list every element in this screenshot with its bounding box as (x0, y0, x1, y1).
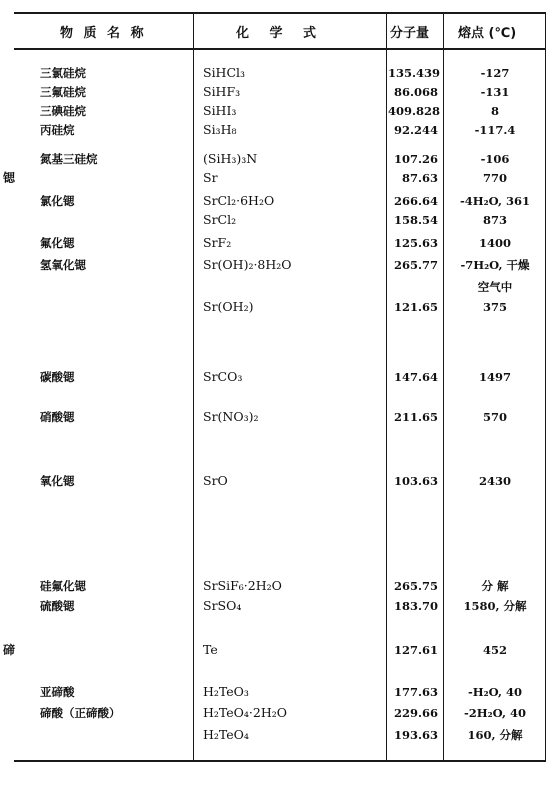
molecular-weight-cell: 107.26 (393, 152, 438, 166)
header-melting-point: 熔点 (℃) (458, 25, 517, 41)
substance-name-cell: 氢氧化锶 (40, 258, 86, 272)
substance-name-cell: 氯化锶 (40, 194, 75, 208)
melting-point-cell: -4H₂O, 361 (459, 194, 531, 208)
molecular-weight-cell: 127.61 (393, 643, 438, 657)
formula-cell: SiHCl₃ (203, 65, 246, 80)
molecular-weight-cell: 409.828 (388, 104, 441, 118)
header-bottom-rule (14, 48, 546, 50)
formula-cell: SiHI₃ (203, 103, 237, 118)
substance-name-cell: 三碘硅烷 (40, 104, 86, 118)
formula-cell: H₂TeO₄ (203, 727, 249, 742)
header-molecular-weight: 分子量 (390, 25, 430, 41)
melting-point-cell: 570 (482, 410, 507, 424)
molecular-weight-cell: 265.75 (393, 579, 438, 593)
substance-name-cell: 三氟硅烷 (40, 85, 86, 99)
molecular-weight-cell: 266.64 (393, 194, 438, 208)
element-cell: 锶 (3, 171, 16, 185)
column-divider-3 (443, 12, 444, 762)
formula-cell: Sr(NO₃)₂ (203, 409, 259, 424)
melting-point-cell: -106 (480, 152, 510, 166)
formula-cell: Sr(OH₂) (203, 299, 254, 314)
melting-point-cell: 160, 分解 (467, 728, 523, 742)
formula-cell: (SiH₃)₃N (203, 151, 258, 166)
substance-name-cell: 氮基三硅烷 (40, 152, 98, 166)
molecular-weight-cell: 193.63 (393, 728, 438, 742)
melting-point-cell: -117.4 (474, 123, 516, 137)
molecular-weight-cell: 92.244 (393, 123, 438, 137)
melting-point-cell: -2H₂O, 40 (463, 706, 527, 720)
molecular-weight-cell: 87.63 (401, 171, 438, 185)
melting-point-cell: 2430 (478, 474, 511, 488)
melting-point-cell: 770 (482, 171, 507, 185)
formula-cell: H₂TeO₃ (203, 684, 249, 699)
formula-cell: SrO (203, 473, 228, 488)
formula-cell: SrSO₄ (203, 598, 242, 613)
substance-name-cell: 硝酸锶 (40, 410, 75, 424)
molecular-weight-cell: 103.63 (393, 474, 438, 488)
formula-cell: SrF₂ (203, 235, 232, 250)
molecular-weight-cell: 121.65 (393, 300, 438, 314)
formula-cell: Sr(OH)₂·8H₂O (203, 257, 292, 272)
formula-cell: SrSiF₆·2H₂O (203, 578, 282, 593)
molecular-weight-cell: 135.439 (388, 66, 441, 80)
molecular-weight-cell: 158.54 (393, 213, 438, 227)
melting-point-cell: 空气中 (477, 280, 513, 294)
substance-name-cell: 氧化锶 (40, 474, 75, 488)
melting-point-cell: 375 (482, 300, 507, 314)
melting-point-cell: -H₂O, 40 (467, 685, 523, 699)
molecular-weight-cell: 229.66 (393, 706, 438, 720)
formula-cell: Si₃H₈ (203, 122, 237, 137)
formula-cell: Sr (203, 170, 218, 185)
melting-point-cell: 分 解 (481, 579, 509, 593)
melting-point-cell: 1580, 分解 (463, 599, 527, 613)
column-divider-2 (386, 12, 387, 762)
melting-point-cell: 8 (490, 104, 499, 118)
molecular-weight-cell: 211.65 (393, 410, 438, 424)
formula-cell: SrCl₂ (203, 212, 237, 227)
molecular-weight-cell: 265.77 (393, 258, 438, 272)
formula-cell: SrCl₂·6H₂O (203, 193, 275, 208)
header-chemical-formula: 化 学 式 (236, 25, 325, 41)
formula-cell: H₂TeO₄·2H₂O (203, 705, 288, 720)
melting-point-cell: 452 (482, 643, 507, 657)
substance-name-cell: 硫酸锶 (40, 599, 75, 613)
column-divider-4 (545, 12, 546, 762)
formula-cell: Te (203, 642, 218, 657)
formula-cell: SiHF₃ (203, 84, 241, 99)
column-divider-1 (193, 12, 194, 762)
substance-name-cell: 三氯硅烷 (40, 66, 86, 80)
substance-name-cell: 丙硅烷 (40, 123, 75, 137)
molecular-weight-cell: 183.70 (393, 599, 438, 613)
melting-point-cell: -7H₂O, 干燥 (460, 258, 530, 272)
element-cell: 碲 (3, 643, 16, 657)
substance-name-cell: 碳酸锶 (40, 370, 75, 384)
molecular-weight-cell: 147.64 (393, 370, 438, 384)
substance-name-cell: 碲酸（正碲酸） (40, 706, 121, 720)
melting-point-cell: 1497 (478, 370, 511, 384)
substance-name-cell: 氟化锶 (40, 236, 75, 250)
substance-name-cell: 亚碲酸 (40, 685, 75, 699)
molecular-weight-cell: 86.068 (393, 85, 438, 99)
molecular-weight-cell: 177.63 (393, 685, 438, 699)
melting-point-cell: -131 (480, 85, 510, 99)
melting-point-cell: -127 (480, 66, 510, 80)
formula-cell: SrCO₃ (203, 369, 243, 384)
melting-point-cell: 1400 (478, 236, 511, 250)
molecular-weight-cell: 125.63 (393, 236, 438, 250)
table-bottom-rule (14, 760, 546, 762)
substance-name-cell: 硅氟化锶 (40, 579, 86, 593)
header-substance-name: 物 质 名 称 (60, 25, 147, 41)
melting-point-cell: 873 (482, 213, 507, 227)
